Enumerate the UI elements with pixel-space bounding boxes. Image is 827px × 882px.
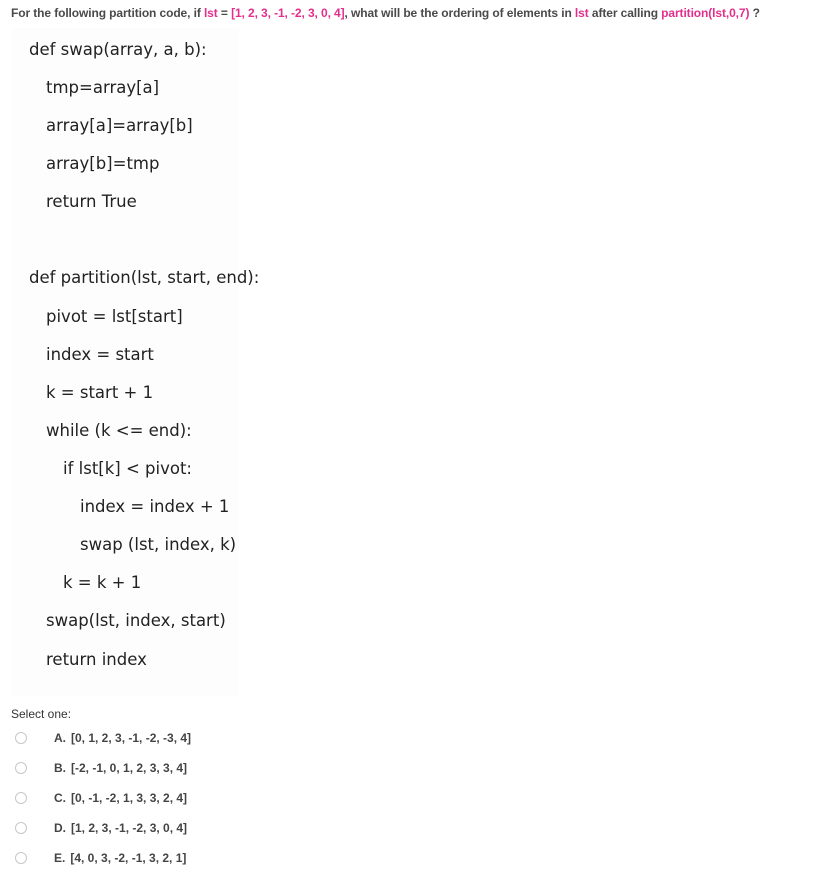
var-lst: lst: [203, 6, 218, 20]
option-letter: E.: [54, 851, 66, 865]
question-part: For the following partition code, if: [11, 6, 204, 20]
answer-option-e[interactable]: [15, 848, 315, 868]
option-text: [-2, -1, 0, 1, 2, 3, 3, 4]: [71, 761, 188, 775]
code-line: return index: [46, 650, 147, 669]
radio-button[interactable]: [15, 822, 27, 834]
radio-button[interactable]: [15, 852, 27, 864]
code-line: while (k <= end):: [46, 421, 192, 440]
question-part: =: [217, 6, 232, 20]
code-line: array[b]=tmp: [46, 154, 160, 173]
option-letter: A.: [54, 731, 66, 745]
code-line: index = index + 1: [80, 497, 230, 516]
code-block: [11, 28, 260, 696]
answer-option-c[interactable]: [15, 788, 315, 808]
radio-button[interactable]: [15, 762, 27, 774]
code-line: index = start: [46, 345, 154, 364]
option-text: [4, 0, 3, -2, -1, 3, 2, 1]: [70, 851, 187, 865]
code-line: def partition(lst, start, end):: [29, 268, 260, 287]
option-text: [0, -1, -2, 1, 3, 3, 2, 4]: [71, 791, 188, 805]
code-line: array[a]=array[b]: [46, 116, 193, 135]
option-letter: B.: [54, 761, 66, 775]
list-value: [1, 2, 3, -1, -2, 3, 0, 4]: [231, 6, 345, 20]
code-line: pivot = lst[start]: [46, 307, 183, 326]
answer-option-a[interactable]: [15, 728, 315, 748]
code-line: tmp=array[a]: [46, 78, 160, 97]
function-call: partition(lst,0,7): [661, 6, 750, 20]
select-one-label: Select one:: [11, 707, 72, 721]
question-part: after calling: [588, 6, 662, 20]
code-line: swap(lst, index, start): [46, 611, 226, 630]
option-text: [1, 2, 3, -1, -2, 3, 0, 4]: [71, 821, 188, 835]
question-part: , what will be the ordering of elements in: [344, 6, 575, 20]
option-letter: D.: [54, 821, 66, 835]
code-line: return True: [46, 192, 137, 211]
radio-button[interactable]: [15, 792, 27, 804]
question-text: [11, 6, 823, 20]
code-line: k = start + 1: [46, 383, 154, 402]
code-line: def swap(array, a, b):: [29, 40, 207, 59]
code-line: k = k + 1: [63, 573, 142, 592]
answer-option-d[interactable]: [15, 818, 315, 838]
code-line: if lst[k] < pivot:: [63, 459, 192, 478]
code-line: swap (lst, index, k): [80, 535, 237, 554]
option-text: [0, 1, 2, 3, -1, -2, -3, 4]: [71, 731, 192, 745]
answer-option-b[interactable]: [15, 758, 315, 778]
option-letter: C.: [54, 791, 66, 805]
radio-button[interactable]: [15, 732, 27, 744]
question-part: ?: [749, 6, 760, 20]
var-lst: lst: [574, 6, 589, 20]
